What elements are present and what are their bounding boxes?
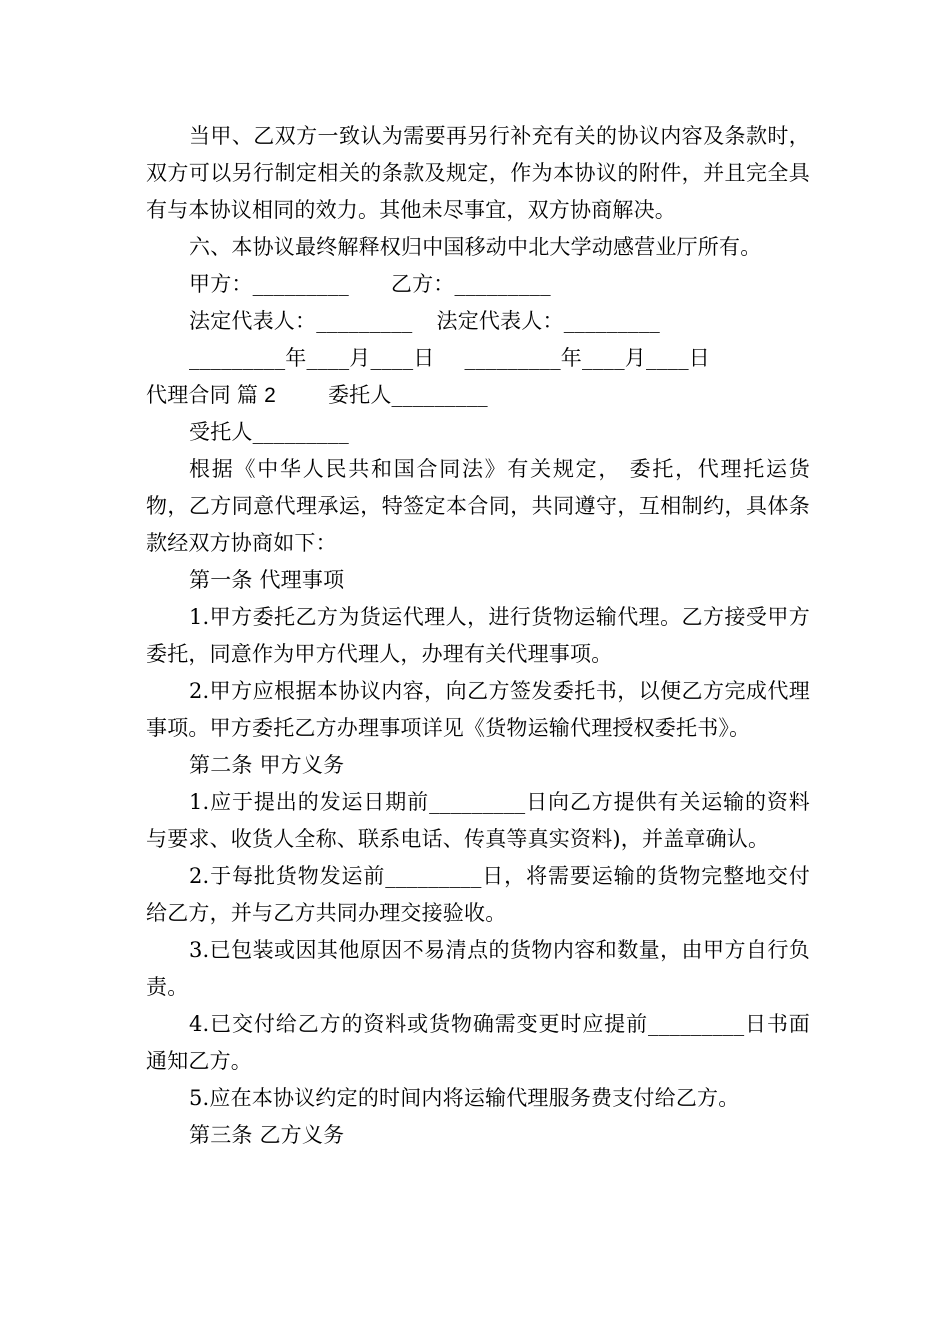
article2-item: 2.于每批货物发运前_________日，将需要运输的货物完整地交付给乙方，并与乙方共同办理交接验收。 [146, 864, 810, 925]
article1-item: 1.甲方委托乙方为货运代理人，进行货物运输代理。乙方接受甲方委托，同意作为甲方代理人，办理有关代理事项。 [146, 605, 810, 666]
contract2-heading: 代理合同 篇 2 [146, 384, 276, 407]
date-a-field: _________年____月____日 [189, 346, 435, 370]
rep-a-field: 法定代表人：_________ [189, 309, 413, 333]
principal-field: 委托人_________ [327, 383, 488, 407]
document-body [146, 118, 810, 1154]
supplement-paragraph: 当甲、乙双方一致认为需要再另行补充有关的协议内容及条款时，双方可以另行制定相关的条款及规定，作为本协议的附件，并且完全具有与本协议相同的效力。其他未尽事宜，双方协商解决。 [146, 124, 810, 222]
article2-title: 第二条 甲方义务 [189, 753, 345, 777]
article1-item: 2.甲方应根据本协议内容，向乙方签发委托书，以便乙方完成代理事项。甲方委托乙方办理事项详见《货物运输代理授权委托书》。 [146, 679, 810, 740]
article2-item: 1.应于提出的发运日期前_________日向乙方提供有关运输的资料与要求、收货人全称、联系电话、传真等真实资料)，并盖章确认。 [146, 790, 810, 851]
rep-b-field: 法定代表人：_________ [436, 309, 660, 333]
agent-field: 受托人_________ [189, 420, 349, 444]
contract2-heading-line [146, 377, 810, 414]
interpretation-clause: 六、本协议最终解释权归中国移动中北大学动感营业厅所有。 [189, 235, 762, 259]
party-a-field: 甲方：_________ [189, 272, 349, 296]
article2-item: 4.已交付给乙方的资料或货物确需变更时应提前_________日书面通知乙方。 [146, 1012, 810, 1073]
party-b-field: 乙方：_________ [390, 272, 551, 296]
date-signature-line [146, 340, 810, 377]
representative-signature-line [146, 303, 810, 340]
article2-item: 5.应在本协议约定的时间内将运输代理服务费支付给乙方。 [189, 1086, 740, 1110]
party-signature-line [146, 266, 810, 303]
date-b-field: _________年____月____日 [464, 346, 710, 370]
contract2-intro: 根据《中华人民共和国合同法》有关规定， 委托，代理托运货物，乙方同意代理承运，特签定本合同，共同遵守，互相制约，具体条款经双方协商如下： [146, 457, 810, 555]
article3-title: 第三条 乙方义务 [189, 1123, 345, 1147]
article1-title: 第一条 代理事项 [189, 568, 345, 592]
article2-item: 3.已包装或因其他原因不易清点的货物内容和数量，由甲方自行负责。 [146, 938, 810, 999]
